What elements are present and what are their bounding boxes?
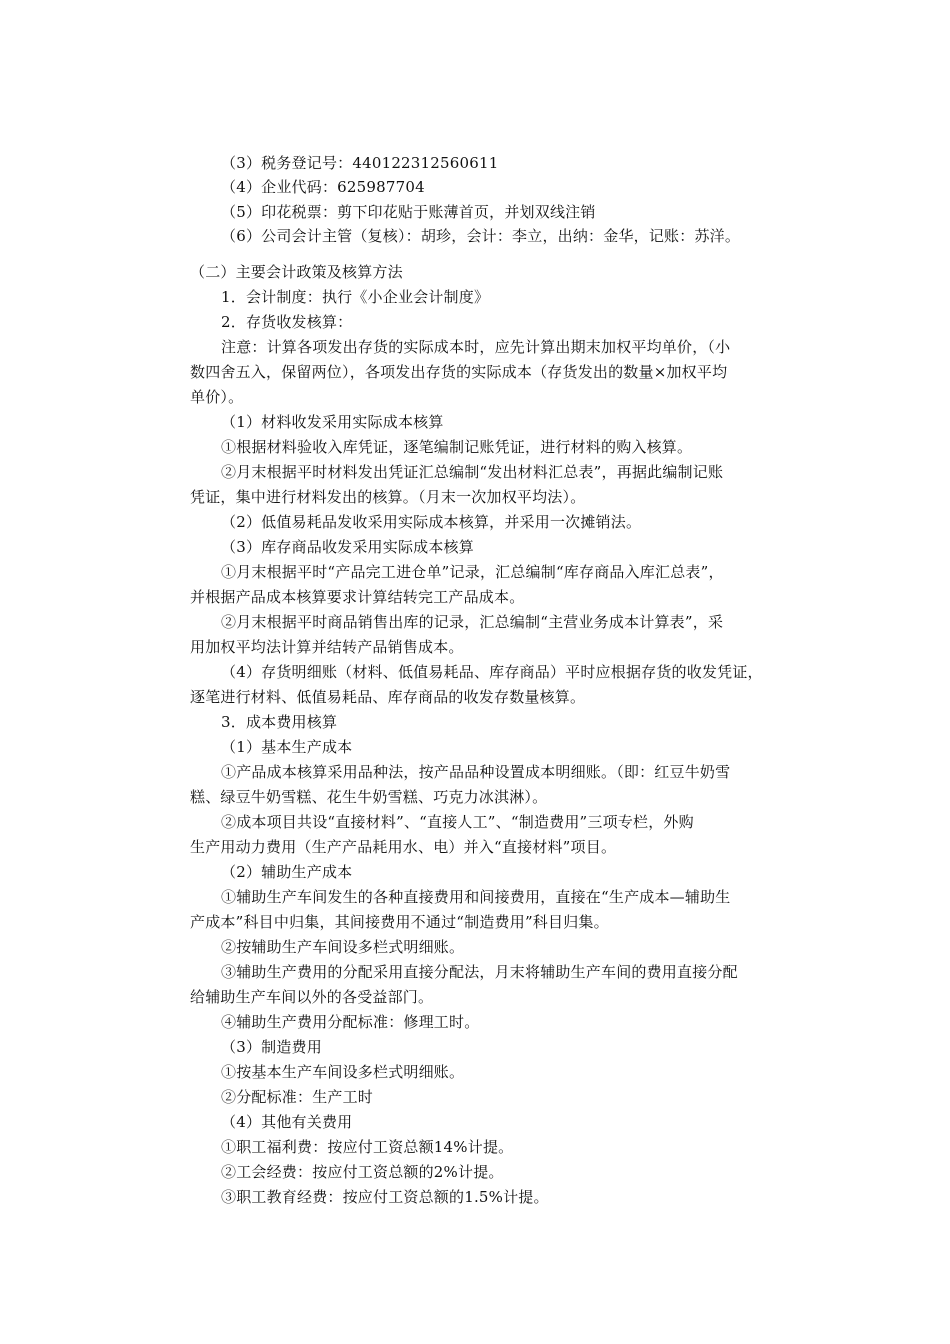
text-line: 糕、绿豆牛奶雪糕、花生牛奶雪糕、巧克力冰淇淋）。	[190, 788, 548, 806]
text-line: 2．存货收发核算：	[221, 313, 353, 331]
section-heading: （二）主要会计政策及核算方法	[190, 263, 403, 281]
text-line: 生产用动力费用（生产产品耗用水、电）并入“直接材料”项目。	[190, 838, 617, 856]
text-line: 注意：计算各项发出存货的实际成本时，应先计算出期末加权平均单价，（小	[221, 338, 731, 356]
text-line: ②按辅助生产车间设多栏式明细账。	[221, 938, 465, 956]
text-line: （1）基本生产成本	[221, 738, 353, 756]
text-line: ①辅助生产车间发生的各种直接费用和间接费用，直接在“生产成本—辅助生	[221, 888, 731, 906]
text-line: ②月末根据平时材料发出凭证汇总编制“发出材料汇总表”，再据此编制记账	[221, 463, 724, 481]
text-line: ①月末根据平时“产品完工进仓单”记录，汇总编制“库存商品入库汇总表”，	[221, 563, 724, 581]
text-line: （3）制造费用	[221, 1038, 322, 1056]
text-line: （3）税务登记号：440122312560611	[221, 154, 499, 172]
text-line: （4）企业代码：625987704	[221, 178, 425, 196]
text-line: 单价）。	[190, 388, 244, 406]
text-line: 产成本”科目中归集，其间接费用不通过“制造费用”科目归集。	[190, 913, 609, 931]
text-line: ①按基本生产车间设多栏式明细账。	[221, 1063, 465, 1081]
text-line: ①根据材料验收入库凭证，逐笔编制记账凭证，进行材料的购入核算。	[221, 438, 693, 456]
text-line: （4）其他有关费用	[221, 1113, 353, 1131]
text-line: ①产品成本核算采用品种法，按产品品种设置成本明细账。（即：红豆牛奶雪	[221, 763, 731, 781]
text-line: ②分配标准：生产工时	[221, 1088, 374, 1106]
text-line: ②成本项目共设“直接材料”、“直接人工”、“制造费用”三项专栏，外购	[221, 813, 694, 831]
text-line: 用加权平均法计算并结转产品销售成本。	[190, 638, 464, 656]
text-line: 给辅助生产车间以外的各受益部门。	[190, 988, 434, 1006]
text-line: （3）库存商品收发采用实际成本核算	[221, 538, 474, 556]
text-line: 逐笔进行材料、低值易耗品、库存商品的收发存数量核算。	[190, 688, 586, 706]
text-line: （2）低值易耗品发收采用实际成本核算，并采用一次摊销法。	[221, 513, 642, 531]
text-line: ④辅助生产费用分配标准：修理工时。	[221, 1013, 480, 1031]
text-line: 数四舍五入，保留两位），各项发出存货的实际成本（存货发出的数量×加权平均	[190, 363, 728, 381]
text-line: （4）存货明细账（材料、低值易耗品、库存商品）平时应根据存货的收发凭证，	[221, 663, 763, 681]
text-line: ②工会经费：按应付工资总额的2%计提。	[221, 1163, 504, 1181]
text-line: 3．成本费用核算	[221, 713, 338, 731]
text-line: ③辅助生产费用的分配采用直接分配法，月末将辅助生产车间的费用直接分配	[221, 963, 738, 981]
text-line: （1）材料收发采用实际成本核算	[221, 413, 444, 431]
text-line: ③职工教育经费：按应付工资总额的1.5%计提。	[221, 1188, 549, 1206]
text-line: 凭证，集中进行材料发出的核算。（月末一次加权平均法）。	[190, 488, 586, 506]
text-line: （6）公司会计主管（复核）：胡珍，会计：李立，出纳：金华，记账：苏洋。	[221, 227, 741, 245]
text-line: 并根据产品成本核算要求计算结转完工产品成本。	[190, 588, 525, 606]
text-line: （2）辅助生产成本	[221, 863, 353, 881]
text-line: 1．会计制度：执行《小企业会计制度》	[221, 288, 490, 306]
text-line: ①职工福利费：按应付工资总额14%计提。	[221, 1138, 514, 1156]
text-line: ②月末根据平时商品销售出库的记录，汇总编制“主营业务成本计算表”，采	[221, 613, 724, 631]
text-line: （5）印花税票：剪下印花贴于账薄首页，并划双线注销	[221, 203, 596, 221]
